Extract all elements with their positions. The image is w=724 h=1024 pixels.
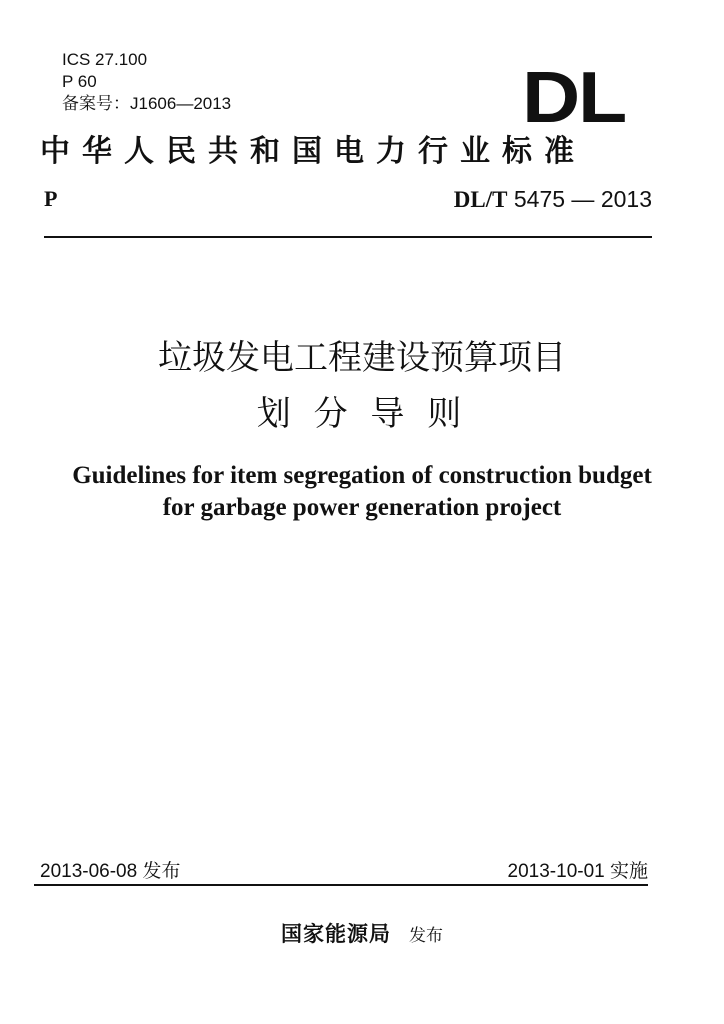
industry-standard-title: 中华人民共和国电力行业标准 [40,134,586,169]
ics-code: ICS 27.100 [62,50,148,69]
category-letter: P [44,186,58,211]
category-code: P 60 [62,72,97,91]
issue-date: 2013-06-08 发布 [40,861,181,882]
chinese-title-line-1: 垃圾发电工程建设预算项目 [158,338,566,378]
standard-prefix: DL/T [453,187,508,212]
header-rule [44,236,652,238]
filing-number: 备案号：J1606—2013 [62,94,232,113]
standard-number-value: 5475 — 2013 [513,186,652,212]
publisher-line [0,918,724,948]
effective-date: 2013-10-01 实施 [507,861,648,882]
footer-rule [34,884,648,886]
english-title-line-1: Guidelines for item segregation of construction budget [72,462,652,489]
english-title-line-2: for garbage power generation project [162,494,562,521]
chinese-title-line-2: 划 分 导 则 [256,394,468,434]
publisher-action: 发布 [409,926,443,946]
dl-logo: DL [522,58,626,138]
standard-number [454,186,652,213]
publisher-org: 国家能源局 [281,921,391,946]
